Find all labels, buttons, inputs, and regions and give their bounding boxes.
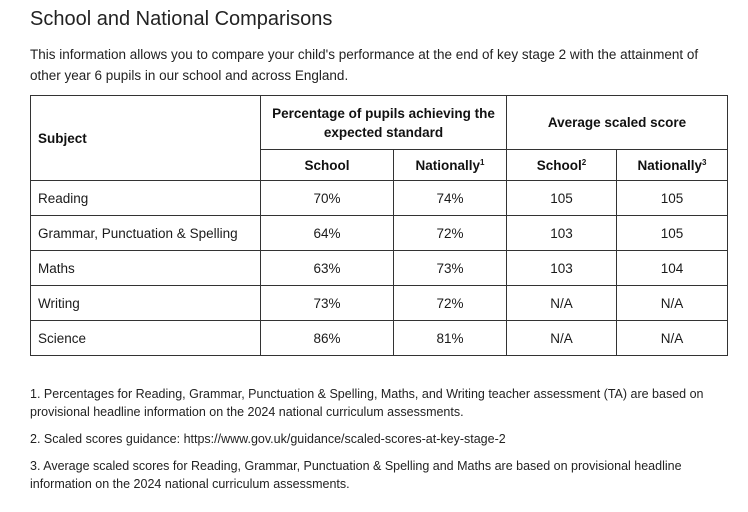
school-pct-cell: 70% — [261, 181, 394, 216]
footnote-ref-1: 1 — [480, 157, 485, 167]
table-row — [31, 251, 728, 286]
footnotes — [30, 385, 720, 502]
header-national-pct: Nationally$^1$ — [394, 150, 507, 181]
school-score-cell: 103 — [507, 216, 617, 251]
school-pct-cell: 73% — [261, 286, 394, 321]
footnote-1: 1. Percentages for Reading, Grammar, Punctuation & Spelling, Maths, and Writing teacher assessment (TA) are based on provisional headline information on the 2024 national curriculum assessments. — [30, 387, 704, 419]
subject-cell: Grammar, Punctuation & Spelling — [31, 216, 261, 251]
table-row — [31, 321, 728, 356]
footnote-3: 3. Average scaled scores for Reading, Grammar, Punctuation & Spelling and Maths are based on provisional headline information on the 2024 national curriculum assessments. — [30, 459, 682, 491]
school-score-cell: 103 — [507, 251, 617, 286]
school-pct-cell: 64% — [261, 216, 394, 251]
school-score-cell: N/A — [507, 286, 617, 321]
national-score-cell: 105 — [617, 216, 728, 251]
footnote-ref-2: 2 — [581, 157, 587, 167]
table-row — [31, 181, 728, 216]
national-pct-cell: 81% — [394, 321, 507, 356]
header-subject: Subject — [31, 96, 261, 181]
subject-cell: Writing — [31, 286, 261, 321]
header-expected-standard: Percentage of pupils achieving the expected standard — [261, 96, 507, 150]
school-pct-cell: 86% — [261, 321, 394, 356]
national-pct-cell: 73% — [394, 251, 507, 286]
subject-cell: Reading — [31, 181, 261, 216]
table-row — [31, 286, 728, 321]
school-score-cell: N/A — [507, 321, 617, 356]
national-score-cell: N/A — [617, 286, 728, 321]
national-score-cell: 105 — [617, 181, 728, 216]
school-score-cell: 105 — [507, 181, 617, 216]
school-pct-cell: 63% — [261, 251, 394, 286]
national-pct-cell: 72% — [394, 216, 507, 251]
page-title: School and National Comparisons — [30, 8, 333, 30]
header-school-pct: School — [261, 150, 394, 181]
header-school-score: School$^2$ — [507, 150, 617, 181]
header-average-scaled-score: Average scaled score — [507, 96, 728, 150]
table-row — [31, 216, 728, 251]
subject-cell: Science — [31, 321, 261, 356]
intro-text: This information allows you to compare your child's performance at the end of key stage 2 with the attainment of other year 6 pupils in our school and across England. — [30, 47, 699, 83]
national-score-cell: N/A — [617, 321, 728, 356]
footnote-ref-3: 3 — [702, 157, 707, 167]
national-pct-cell: 74% — [394, 181, 507, 216]
national-pct-cell: 72% — [394, 286, 507, 321]
header-national-score: Nationally$^3$ — [617, 150, 728, 181]
subject-cell: Maths — [31, 251, 261, 286]
national-score-cell: 104 — [617, 251, 728, 286]
footnote-2: 2. Scaled scores guidance: https://www.gov.uk/guidance/scaled-scores-at-key-stage-2 — [30, 432, 506, 446]
comparison-table — [30, 95, 728, 356]
